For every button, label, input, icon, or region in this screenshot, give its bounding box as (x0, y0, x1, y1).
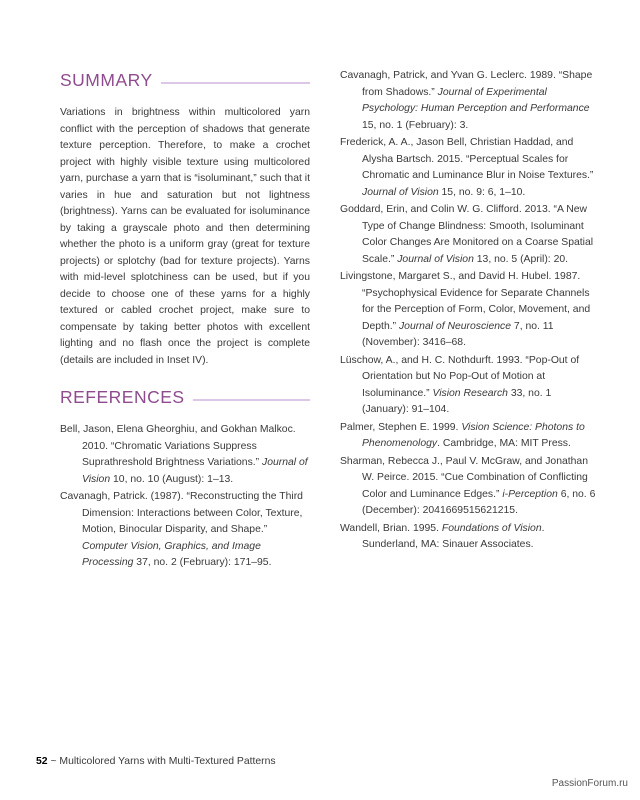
reference-entry (340, 269, 600, 352)
reference-text: Cavanagh, Patrick. (1987). “Reconstructing the Third Dimension: Interactions between Color, Texture, Motion, Binocular Disparity, and Shape.” (60, 491, 303, 535)
reference-source-title: Journal of Neuroscience (398, 320, 512, 332)
summary-heading-rule (161, 82, 310, 84)
reference-entry (60, 489, 310, 572)
reference-details: 15, no. 9: 6, 1–10. (438, 186, 526, 198)
references-list-left (60, 422, 310, 572)
reference-source-title: Computer Vision, Graphics, and Image Processing (82, 540, 261, 568)
reference-text: Cavanagh, Patrick, and Yvan G. Leclerc. 1989. “Shape from Shadows.” (340, 70, 593, 98)
reference-text: Wandell, Brian. 1995. (340, 522, 442, 534)
reference-text: Frederick, A. A., Jason Bell, Christian Haddad, and Alysha Bartsch. 2015. “Perceptual Scales for Chromatic and Luminance Blur in Noise Textures.” (340, 137, 594, 181)
watermark: PassionForum.ru (551, 778, 628, 789)
reference-entry (340, 420, 600, 453)
running-title: Multicolored Yarns with Multi-Textured Patterns (59, 756, 276, 767)
summary-paragraph: Variations in brightness within multicolored yarn conflict with the perception of shadows that generate texture perception. Therefore, to make a crochet project with highly visible texture using multicolored yarn, purchase a yarn that is “isoluminant,” such that it varies in hue and saturation but not lightness (brightness). Yarns can be evaluated for isoluminance by taking a grayscale photo and then determining whether the photo is a uniform gray (great for texture projects) or splotchy (bad for texture projects). Yarns with mid-level splotchiness can be used, but if you decide to choose one of these yarns for a highly textured or cabled crochet project, make sure to compensate by taking better photos with excellent lighting and no flash once the project is complete (details are included in Inset IV). (60, 107, 310, 366)
reference-entry (340, 202, 600, 268)
reference-entry (340, 68, 600, 134)
reference-details: 37, no. 2 (February): 171–95. (133, 557, 272, 568)
references-header (60, 387, 310, 408)
reference-text: Sharman, Rebecca J., Paul V. McGraw, and Jonathan W. Peirce. 2015. “Cue Combination of Conflicting Color and Luminance Edges.” (340, 455, 588, 500)
reference-details: 10, no. 10 (August): 1–13. (110, 473, 234, 485)
reference-source-title: Foundations of Vision (441, 522, 542, 534)
references-list-right (340, 68, 600, 554)
reference-details: 7, no. 11 (November): 3416–68. (362, 320, 554, 348)
reference-source-title: Journal of Vision (362, 186, 439, 198)
right-column (340, 68, 600, 555)
reference-entry (340, 353, 600, 419)
reference-source-title: Vision Science: Photons to Phenomenology (362, 421, 585, 449)
reference-details: 33, no. 1 (January): 91–104. (362, 387, 552, 415)
reference-entry (340, 135, 600, 201)
reference-text: Goddard, Erin, and Colin W. G. Clifford. 2013. “A New Type of Change Blindness: Smooth, Isoluminant Color Changes Are Monitored on a Coarse Spatial Scale.” (340, 204, 594, 265)
reference-details: . Cambridge, MA: MIT Press. (437, 438, 571, 449)
reference-text: Bell, Jason, Elena Gheorghiu, and Gokhan Malkoc. 2010. “Chromatic Variations Suppress Suprathreshold Brightness Variations.” (60, 424, 296, 468)
reference-entry (60, 422, 310, 488)
summary-heading: SUMMARY (60, 70, 153, 90)
reference-source-title: Journal of Experimental Psychology: Human Perception and Performance (362, 86, 590, 114)
reference-details: . Sunderland, MA: Sinauer Associates. (362, 522, 545, 550)
reference-source-title: Vision Research (432, 387, 508, 399)
reference-entry (340, 454, 600, 520)
page-number: 52 (36, 756, 48, 767)
reference-details: 13, no. 5 (April): 20. (473, 253, 569, 265)
reference-source-title: Journal of Vision (82, 457, 308, 485)
footer-separator: ~ (50, 756, 57, 767)
reference-entry (340, 521, 600, 554)
reference-details: 15, no. 1 (February): 3. (362, 119, 469, 131)
reference-text: Palmer, Stephen E. 1999. (340, 421, 462, 433)
reference-text: Livingstone, Margaret S., and David H. Hubel. 1987. “Psychophysical Evidence for Separate Channels for the Perception of Form, Color, Movement, and Depth.” (340, 271, 591, 332)
reference-details: 6, no. 6 (December): 2041669515621215. (362, 488, 596, 516)
reference-source-title: Journal of Vision (397, 253, 474, 265)
reference-text: Lüschow, A., and H. C. Nothdurft. 1993. “Pop-Out of Orientation but No Pop-Out of Motion at Isoluminance.” (340, 354, 580, 399)
references-heading-rule (193, 399, 310, 401)
reference-source-title: i-Perception (502, 488, 558, 500)
page-footer (36, 756, 276, 767)
references-heading: REFERENCES (60, 387, 185, 407)
summary-header (60, 70, 310, 91)
left-column (60, 62, 310, 573)
